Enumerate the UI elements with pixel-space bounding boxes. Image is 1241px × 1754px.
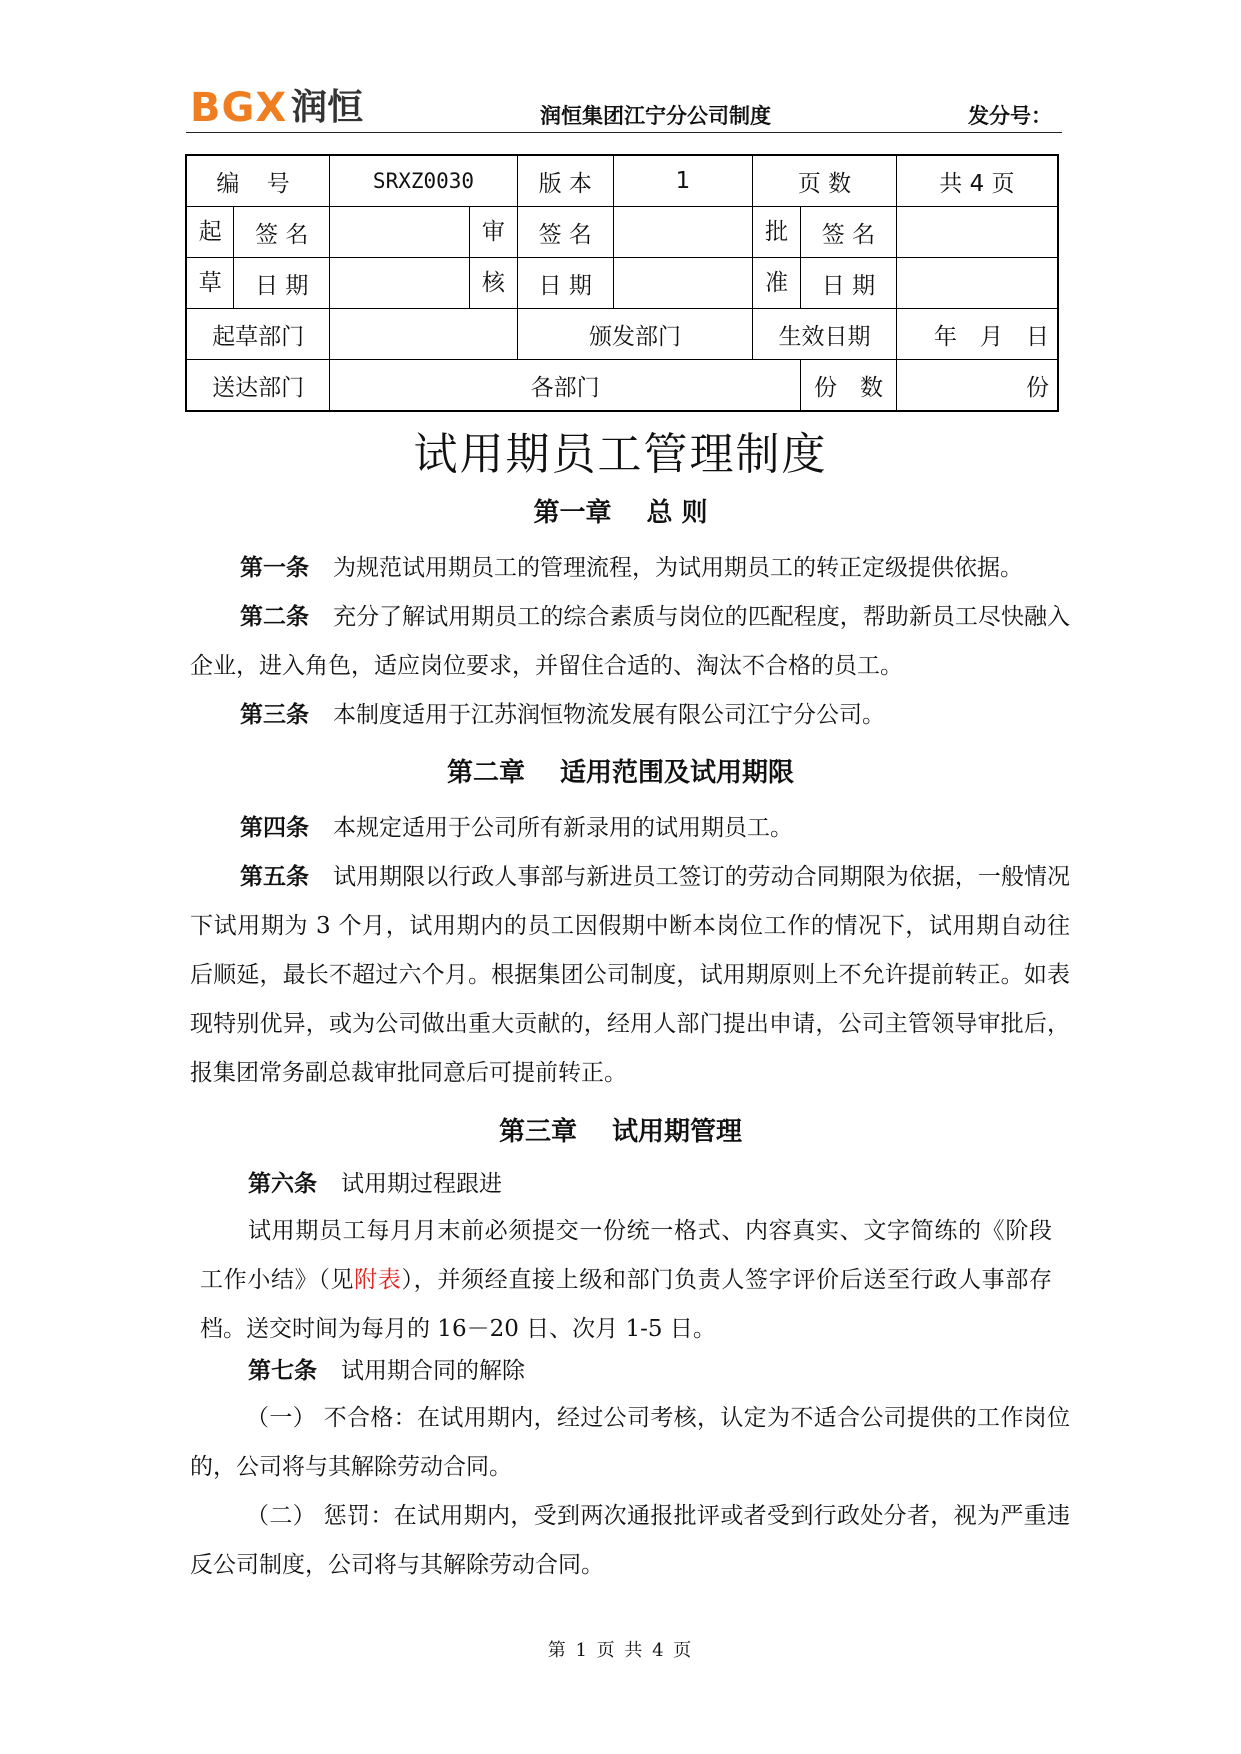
page-footer: 第 1 页 共 4 页	[547, 1640, 694, 1661]
review-date-value	[613, 258, 753, 309]
article-paragraph	[200, 1207, 1052, 1354]
article-text: 为规范试用期员工的管理流程，为试用期员工的转正定级提供依据。	[333, 555, 1023, 581]
effective-date-value: 年 月 日	[896, 309, 1058, 360]
article-number: 第五条	[240, 864, 310, 890]
draft-date-label: 日 期	[234, 258, 330, 309]
article-title: 试用期合同的解除	[341, 1358, 525, 1384]
clause-paragraph	[190, 1394, 1070, 1492]
number-label: 编 号	[186, 155, 330, 207]
draft-sign-value	[330, 207, 470, 258]
approve-date-label: 日 期	[801, 258, 897, 309]
draft-dept-label: 起草部门	[186, 309, 330, 360]
article-text: 本制度适用于江苏润恒物流发展有限公司江宁分公司。	[333, 702, 885, 728]
logo-latin: BGX	[190, 85, 288, 131]
article-text: ），并须经直接上级和部门负责人签字评价后送至行政人事部存档。送交时间为每月的 16－20 日、次月 1-5 日。	[200, 1267, 1053, 1342]
article-number: 第三条	[240, 702, 309, 728]
version-label: 版 本	[517, 155, 613, 207]
table-row	[186, 258, 1058, 309]
appendix-link[interactable]: 附表	[354, 1267, 402, 1293]
approve-sign-value	[896, 207, 1058, 258]
article-paragraph	[190, 853, 1070, 1098]
company-logo	[190, 86, 363, 130]
document-title: 试用期员工管理制度	[413, 429, 828, 480]
deliver-dept-label: 送达部门	[186, 360, 330, 412]
chapter-heading: 第三章 试用期管理	[498, 1117, 743, 1147]
article-number: 第四条	[240, 815, 309, 841]
approve-date-value	[896, 258, 1058, 309]
review-label-top: 审	[469, 207, 517, 258]
article-text: 本规定适用于公司所有新录用的试用期员工。	[333, 815, 793, 841]
draft-label-top: 起	[186, 207, 234, 258]
review-sign-value	[613, 207, 753, 258]
table-row	[186, 155, 1058, 207]
article-paragraph	[190, 593, 1070, 691]
issue-dept-label: 颁发部门	[517, 309, 752, 360]
pages-value: 共 4 页	[896, 155, 1058, 207]
article-text: 试用期员工每月月末前必须提交一份统一格式、内容真实、文字简练的《阶段工作小结》（见	[200, 1218, 1052, 1293]
pages-label: 页 数	[753, 155, 897, 207]
article-heading-7	[248, 1347, 1070, 1396]
article-text: 试用期限以行政人事部与新进员工签订的劳动合同期限为依据，一般情况下试用期为 3 个月，试用期内的员工因假期中断本岗位工作的情况下，试用期自动往后顺延，最长不超过六个月。根据集团公司制度，试用期原则上不允许提前转正。如表现特别优异，或为公司做出重大贡献的，经用人部门提出申请，公司主管领导审批后，报集团常务副总裁审批同意后可提前转正。	[190, 864, 1071, 1086]
article-number: 第六条	[248, 1171, 317, 1197]
distribution-number-label: 发分号：	[968, 104, 1052, 128]
clause-text: （一） 不合格：在试用期内，经过公司考核，认定为不适合公司提供的工作岗位的，公司将与其解除劳动合同。	[190, 1405, 1070, 1480]
approve-sign-label: 签 名	[801, 207, 897, 258]
article-number: 第二条	[240, 604, 310, 630]
document-info-table	[185, 154, 1059, 412]
clause-text: （二） 惩罚：在试用期内，受到两次通报批评或者受到行政处分者，视为严重违反公司制度，公司将与其解除劳动合同。	[190, 1503, 1070, 1578]
article-number: 第七条	[248, 1358, 317, 1384]
chapter-heading: 第一章 总 则	[533, 498, 708, 528]
draft-label-bottom: 草	[186, 258, 234, 309]
article-heading-6	[248, 1160, 1070, 1209]
table-row	[186, 309, 1058, 360]
copies-label: 份 数	[801, 360, 897, 412]
effective-date-label: 生效日期	[753, 309, 897, 360]
table-row	[186, 360, 1058, 412]
article-paragraph	[190, 544, 1070, 593]
article-paragraph	[190, 691, 1070, 740]
review-sign-label: 签 名	[517, 207, 613, 258]
clause-paragraph	[190, 1492, 1070, 1590]
number-value: SRXZ0030	[330, 155, 518, 207]
table-row	[186, 207, 1058, 258]
article-title: 试用期过程跟进	[341, 1171, 502, 1197]
chapter-heading: 第二章 适用范围及试用期限	[446, 758, 795, 788]
header-title: 润恒集团江宁分公司制度	[540, 104, 771, 128]
version-value: 1	[613, 155, 753, 207]
article-text: 充分了解试用期员工的综合素质与岗位的匹配程度，帮助新员工尽快融入企业，进入角色，适应岗位要求，并留住合适的、淘汰不合格的员工。	[190, 604, 1071, 679]
approve-label-top: 批	[753, 207, 801, 258]
article-paragraph	[190, 804, 1070, 853]
review-date-label: 日 期	[517, 258, 613, 309]
review-label-bottom: 核	[469, 258, 517, 309]
approve-label-bottom: 准	[753, 258, 801, 309]
draft-date-value	[330, 258, 470, 309]
draft-dept-value	[330, 309, 518, 360]
copies-unit: 份	[896, 360, 1058, 412]
draft-sign-label: 签 名	[234, 207, 330, 258]
article-number: 第一条	[240, 555, 309, 581]
logo-chinese: 润恒	[291, 87, 364, 128]
header-divider	[186, 132, 1062, 133]
deliver-dept-value: 各部门	[330, 360, 801, 412]
